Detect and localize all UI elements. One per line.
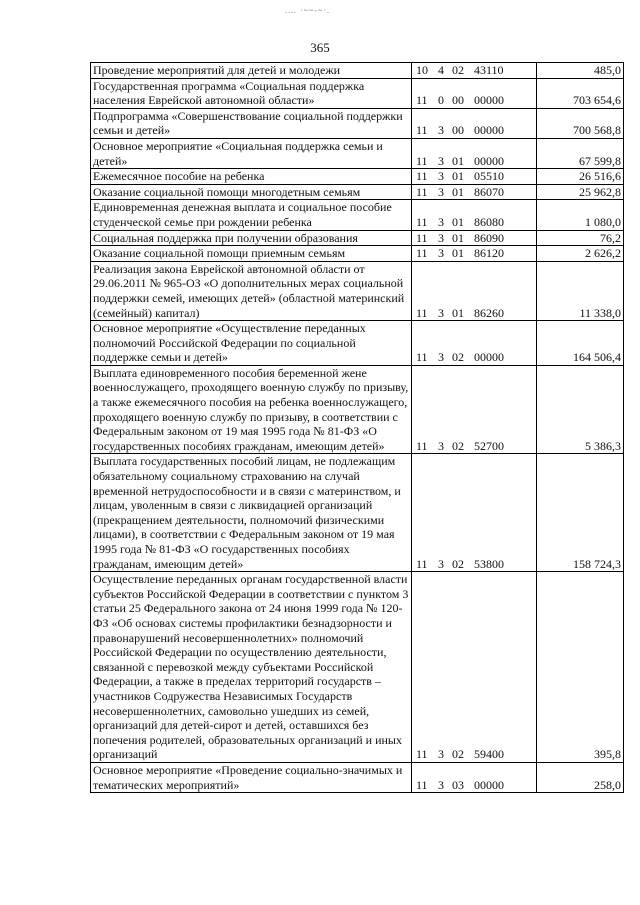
code-part: 3 <box>438 153 444 168</box>
code-part: 02 <box>452 350 464 365</box>
code-part: 3 <box>438 777 444 792</box>
code-part: 00000 <box>474 93 504 108</box>
row-name: Единовременная денежная выплата и социальное пособие студенческой семье при рождении ребенка <box>91 200 412 230</box>
row-name: Оказание социальной помощи многодетным семьям <box>91 184 412 200</box>
row-code <box>412 246 537 262</box>
code-part: 11 <box>416 214 428 229</box>
code-part: 11 <box>416 777 428 792</box>
code-part: 11 <box>416 184 428 199</box>
row-code <box>412 454 537 572</box>
row-name: Основное мероприятие «Осуществление переданных полномочий Российской Федерации по социальной поддержке семьи и детей» <box>91 321 412 366</box>
code-part: 11 <box>416 123 428 138</box>
code-part: 02 <box>452 556 464 571</box>
code-part: 43110 <box>474 63 504 77</box>
table-row <box>91 169 624 185</box>
code-part: 3 <box>438 556 444 571</box>
row-code <box>412 321 537 366</box>
page-number: 365 <box>310 40 330 55</box>
code-part: 03 <box>452 777 464 792</box>
table-row <box>91 321 624 366</box>
row-amount: 1 080,0 <box>537 200 624 230</box>
code-part: 00 <box>452 93 464 108</box>
code-part: 3 <box>438 184 444 199</box>
table-row <box>91 184 624 200</box>
code-part: 01 <box>452 153 464 168</box>
row-name: Оказание социальной помощи приемным семьям <box>91 246 412 262</box>
row-code <box>412 138 537 168</box>
code-part: 11 <box>416 305 428 320</box>
code-part: 00000 <box>474 777 504 792</box>
code-part: 00000 <box>474 153 504 168</box>
code-part: 86080 <box>474 214 504 229</box>
code-part: 86090 <box>474 230 504 245</box>
code-part: 4 <box>438 63 444 77</box>
code-part: 02 <box>452 747 464 762</box>
row-name: Государственная программа «Социальная поддержка населения Еврейской автономной области» <box>91 78 412 108</box>
code-part: 01 <box>452 246 464 261</box>
code-part: 86260 <box>474 305 504 320</box>
code-part: 52700 <box>474 438 504 453</box>
code-part: 11 <box>416 246 428 261</box>
code-part: 00 <box>452 123 464 138</box>
code-part: 3 <box>438 438 444 453</box>
code-part: 00000 <box>474 350 504 365</box>
code-part: 01 <box>452 169 464 184</box>
code-part: 86070 <box>474 184 504 199</box>
table-row <box>91 246 624 262</box>
row-amount: 25 962,8 <box>537 184 624 200</box>
code-part: 3 <box>438 169 444 184</box>
code-part: 11 <box>416 350 428 365</box>
row-code <box>412 184 537 200</box>
row-name: Реализация закона Еврейской автономной области от 29.06.2011 № 965-ОЗ «О дополнительных мерах социальной поддержки семей, имеющих детей» (областной материнский (семейный) капитал) <box>91 261 412 320</box>
row-code <box>412 572 537 763</box>
row-code <box>412 230 537 246</box>
row-amount: 158 724,3 <box>537 454 624 572</box>
row-amount: 5 386,3 <box>537 365 624 454</box>
row-amount: 700 568,8 <box>537 108 624 138</box>
row-name: Основное мероприятие «Проведение социально-значимых и тематических мероприятий» <box>91 762 412 792</box>
code-part: 3 <box>438 747 444 762</box>
row-amount: 11 338,0 <box>537 261 624 320</box>
table-row <box>91 78 624 108</box>
code-part: 11 <box>416 153 428 168</box>
code-part: 02 <box>452 63 464 77</box>
row-name: Основное мероприятие «Социальная поддержка семьи и детей» <box>91 138 412 168</box>
table-row <box>91 261 624 320</box>
row-name: Выплата государственных пособий лицам, не подлежащим обязательному социальному страхованию на случай временной нетрудоспособности и в связи с материнством, и лицам, уволенным в связи с ликвидацией организаций (прекращением деятельности, полномочий физическими лицами), в соответствии с Федеральным законом от 19 мая 1995 года № 81-ФЗ «О государственных пособиях гражданам, имеющим детей» <box>91 454 412 572</box>
row-code <box>412 63 537 79</box>
code-part: 11 <box>416 230 428 245</box>
table-row <box>91 200 624 230</box>
code-part: 01 <box>452 184 464 199</box>
row-code <box>412 261 537 320</box>
budget-table <box>90 62 624 793</box>
code-part: 11 <box>416 556 428 571</box>
row-amount: 164 506,4 <box>537 321 624 366</box>
row-name: Выплата единовременного пособия беременной жене военнослужащего, проходящего военную службу по призыву, а также ежемесячного пособия на ребенка военнослужащего, проходящего военную службу по призыву, в соответствии с Федеральным законом от 19 мая 1995 года № 81-ФЗ «О государственных пособиях гражданам, имеющим детей» <box>91 365 412 454</box>
table-row <box>91 108 624 138</box>
row-name: Ежемесячное пособие на ребенка <box>91 169 412 185</box>
row-code <box>412 762 537 792</box>
row-code <box>412 200 537 230</box>
code-part: 02 <box>452 438 464 453</box>
row-name: Социальная поддержка при получении образования <box>91 230 412 246</box>
row-amount: 2 626,2 <box>537 246 624 262</box>
row-name: Проведение мероприятий для детей и молодежи <box>91 63 412 79</box>
code-part: 53800 <box>474 556 504 571</box>
code-part: 59400 <box>474 747 504 762</box>
table-row <box>91 572 624 763</box>
row-code <box>412 365 537 454</box>
row-name: Осуществление переданных органам государственной власти субъектов Российской Федерации в соответствии с пунктом 3 статьи 25 Федерального закона от 24 июня 1999 года № 120-ФЗ «Об основах системы профилактики безнадзорности и правонарушений несовершеннолетних» полномочий Российской Федерации по осуществлению деятельности, связанной с перевозкой между субъектами Российской Федерации, а также в пределах территорий государств – участников Содружества Независимых Государств несовершеннолетних, самовольно ушедших из семей, организаций для детей-сирот и детей, оставшихся без попечения родителей, образовательных организаций и иных организаций <box>91 572 412 763</box>
table-row <box>91 454 624 572</box>
code-part: 01 <box>452 305 464 320</box>
code-part: 86120 <box>474 246 504 261</box>
row-amount: 703 654,6 <box>537 78 624 108</box>
table-row <box>91 63 624 79</box>
row-amount: 258,0 <box>537 762 624 792</box>
code-part: 11 <box>416 169 428 184</box>
code-part: 3 <box>438 123 444 138</box>
code-part: 05510 <box>474 169 504 184</box>
code-part: 3 <box>438 246 444 261</box>
row-name: Подпрограмма «Совершенствование социальной поддержки семьи и детей» <box>91 108 412 138</box>
table-row <box>91 138 624 168</box>
row-code <box>412 169 537 185</box>
row-amount: 395,8 <box>537 572 624 763</box>
code-part: 11 <box>416 438 428 453</box>
code-part: 3 <box>438 214 444 229</box>
code-part: 0 <box>438 93 444 108</box>
code-part: 01 <box>452 230 464 245</box>
table-row <box>91 365 624 454</box>
row-amount: 485,0 <box>537 63 624 79</box>
row-amount: 76,2 <box>537 230 624 246</box>
code-part: 00000 <box>474 123 504 138</box>
code-part: 3 <box>438 305 444 320</box>
code-part: 11 <box>416 93 428 108</box>
table-row <box>91 762 624 792</box>
table-row <box>91 230 624 246</box>
code-part: 3 <box>438 230 444 245</box>
code-part: 10 <box>416 63 428 77</box>
code-part: 3 <box>438 350 444 365</box>
row-code <box>412 78 537 108</box>
code-part: 11 <box>416 747 428 762</box>
row-amount: 26 516,6 <box>537 169 624 185</box>
scan-artifact: .... ·~~-~·. <box>285 6 330 15</box>
code-part: 01 <box>452 214 464 229</box>
row-code <box>412 108 537 138</box>
row-amount: 67 599,8 <box>537 138 624 168</box>
